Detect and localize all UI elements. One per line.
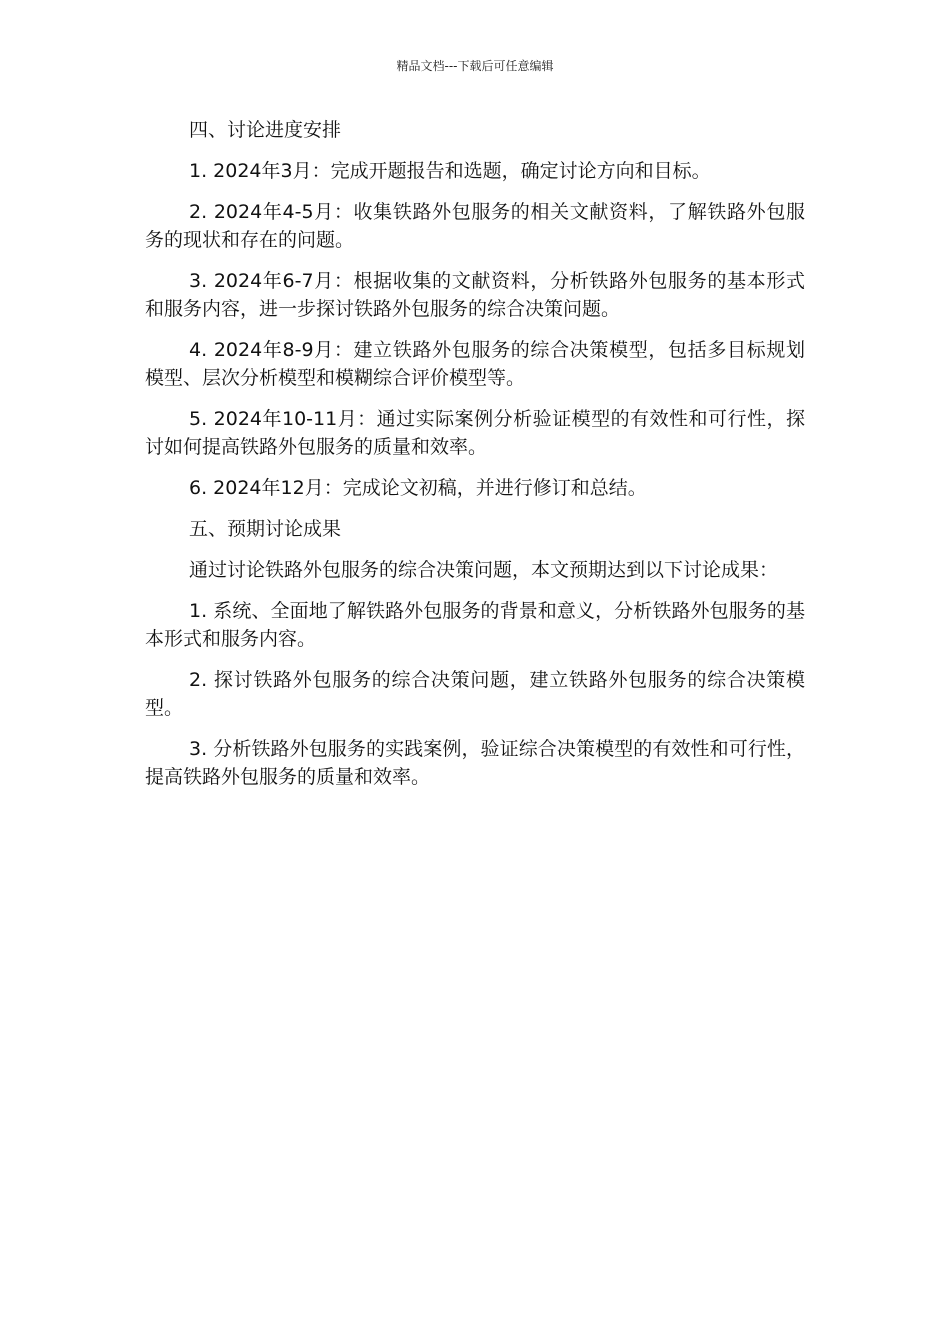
section-heading-schedule: 四、讨论进度安排 bbox=[189, 119, 342, 141]
outcome-item-1: 1. 系统、全面地了解铁路外包服务的背景和意义，分析铁路外包服务的基本形式和服务内容。 bbox=[145, 600, 805, 650]
outcomes-intro: 通过讨论铁路外包服务的综合决策问题，本文预期达到以下讨论成果： bbox=[189, 559, 779, 581]
schedule-item-4: 4. 2024年8-9月：建立铁路外包服务的综合决策模型，包括多目标规划模型、层次分析模型和模糊综合评价模型等。 bbox=[145, 339, 805, 389]
document-body bbox=[145, 116, 805, 804]
schedule-item-6: 6. 2024年12月：完成论文初稿，并进行修订和总结。 bbox=[189, 477, 647, 499]
schedule-item-5: 5. 2024年10-11月：通过实际案例分析验证模型的有效性和可行性，探讨如何提高铁路外包服务的质量和效率。 bbox=[145, 408, 805, 458]
page-header: 精品文档---下载后可任意编辑 bbox=[396, 59, 554, 73]
outcome-item-3: 3. 分析铁路外包服务的实践案例，验证综合决策模型的有效性和可行性，提高铁路外包服务的质量和效率。 bbox=[145, 738, 805, 788]
section-heading-outcomes: 五、预期讨论成果 bbox=[189, 518, 342, 540]
schedule-item-1: 1. 2024年3月：完成开题报告和选题，确定讨论方向和目标。 bbox=[189, 160, 711, 182]
schedule-item-2: 2. 2024年4-5月：收集铁路外包服务的相关文献资料，了解铁路外包服务的现状和存在的问题。 bbox=[145, 201, 805, 251]
schedule-item-3: 3. 2024年6-7月：根据收集的文献资料，分析铁路外包服务的基本形式和服务内容，进一步探讨铁路外包服务的综合决策问题。 bbox=[145, 270, 805, 320]
outcome-item-2: 2. 探讨铁路外包服务的综合决策问题，建立铁路外包服务的综合决策模型。 bbox=[145, 669, 805, 719]
